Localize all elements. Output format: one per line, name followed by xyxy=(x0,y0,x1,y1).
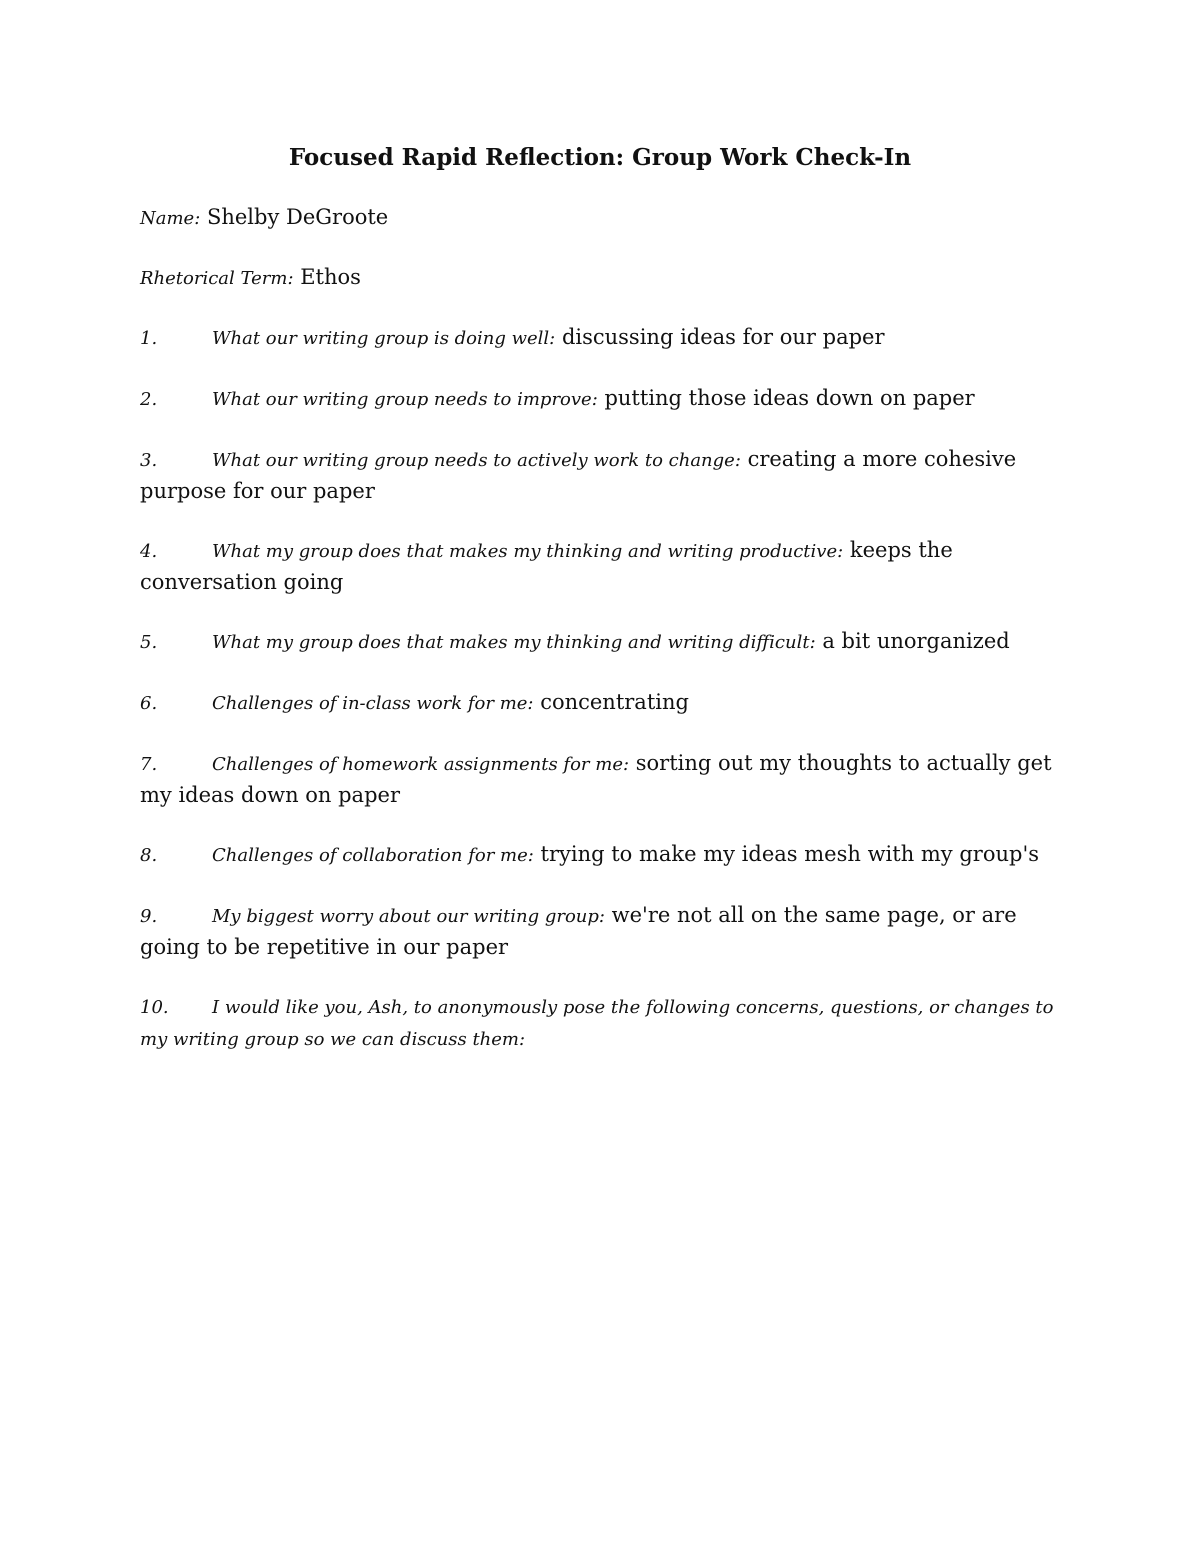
item-number: 3. xyxy=(140,450,158,471)
item-answer: putting those ideas down on paper xyxy=(604,386,975,410)
item-number: 10. xyxy=(140,997,169,1018)
question-item-2 xyxy=(140,383,1060,415)
question-item-5 xyxy=(140,626,1060,658)
item-answer: a bit unorganized xyxy=(822,629,1010,653)
item-question: Challenges of homework assignments for me: xyxy=(212,754,630,775)
item-answer: concentrating xyxy=(540,690,689,714)
item-number: 8. xyxy=(140,845,158,866)
item-question: What our writing group needs to actively work to change: xyxy=(212,450,741,471)
question-item-7 xyxy=(140,748,1060,810)
question-item-8 xyxy=(140,839,1060,871)
item-number: 4. xyxy=(140,541,158,562)
rhetorical-term-field xyxy=(140,262,1060,294)
item-answer: creating a more cohesive purpose for our paper xyxy=(140,447,1017,503)
document-page xyxy=(140,140,1060,1084)
item-question: What my group does that makes my thinking and writing productive: xyxy=(212,541,844,562)
item-number: 7. xyxy=(140,754,158,775)
rhetorical-term-value: Ethos xyxy=(300,265,361,289)
item-number: 6. xyxy=(140,693,158,714)
item-answer: discussing ideas for our paper xyxy=(561,325,885,349)
item-answer: sorting out my thoughts to actually get my ideas down on paper xyxy=(140,751,1052,807)
question-item-1 xyxy=(140,322,1060,354)
item-question: My biggest worry about our writing group: xyxy=(212,906,605,927)
item-question: What our writing group is doing well: xyxy=(212,328,556,349)
item-question: What our writing group needs to improve: xyxy=(212,389,598,410)
question-item-4 xyxy=(140,535,1060,597)
item-question: Challenges of collaboration for me: xyxy=(212,845,534,866)
item-number: 9. xyxy=(140,906,158,927)
question-item-9 xyxy=(140,900,1060,962)
question-item-6 xyxy=(140,687,1060,719)
question-item-3 xyxy=(140,444,1060,506)
item-answer: trying to make my ideas mesh with my group's xyxy=(540,842,1039,866)
rhetorical-term-label: Rhetorical Term: xyxy=(140,268,294,289)
item-number: 1. xyxy=(140,328,158,349)
item-question: I would like you, Ash, to anonymously pose the following concerns, questions, or changes to my writing group so we can discuss them: xyxy=(140,997,1054,1050)
item-question: Challenges of in-class work for me: xyxy=(212,693,534,714)
item-number: 2. xyxy=(140,389,158,410)
item-answer: we're not all on the same page, or are going to be repetitive in our paper xyxy=(140,903,1017,959)
item-number: 5. xyxy=(140,632,158,653)
name-value: Shelby DeGroote xyxy=(206,205,389,229)
question-item-10 xyxy=(140,991,1060,1055)
item-answer: keeps the conversation going xyxy=(140,538,953,594)
name-label: Name: xyxy=(140,208,201,229)
item-question: What my group does that makes my thinking and writing difficult: xyxy=(212,632,816,653)
name-field xyxy=(140,202,1060,234)
document-title: Focused Rapid Reflection: Group Work Check-In xyxy=(288,144,912,171)
